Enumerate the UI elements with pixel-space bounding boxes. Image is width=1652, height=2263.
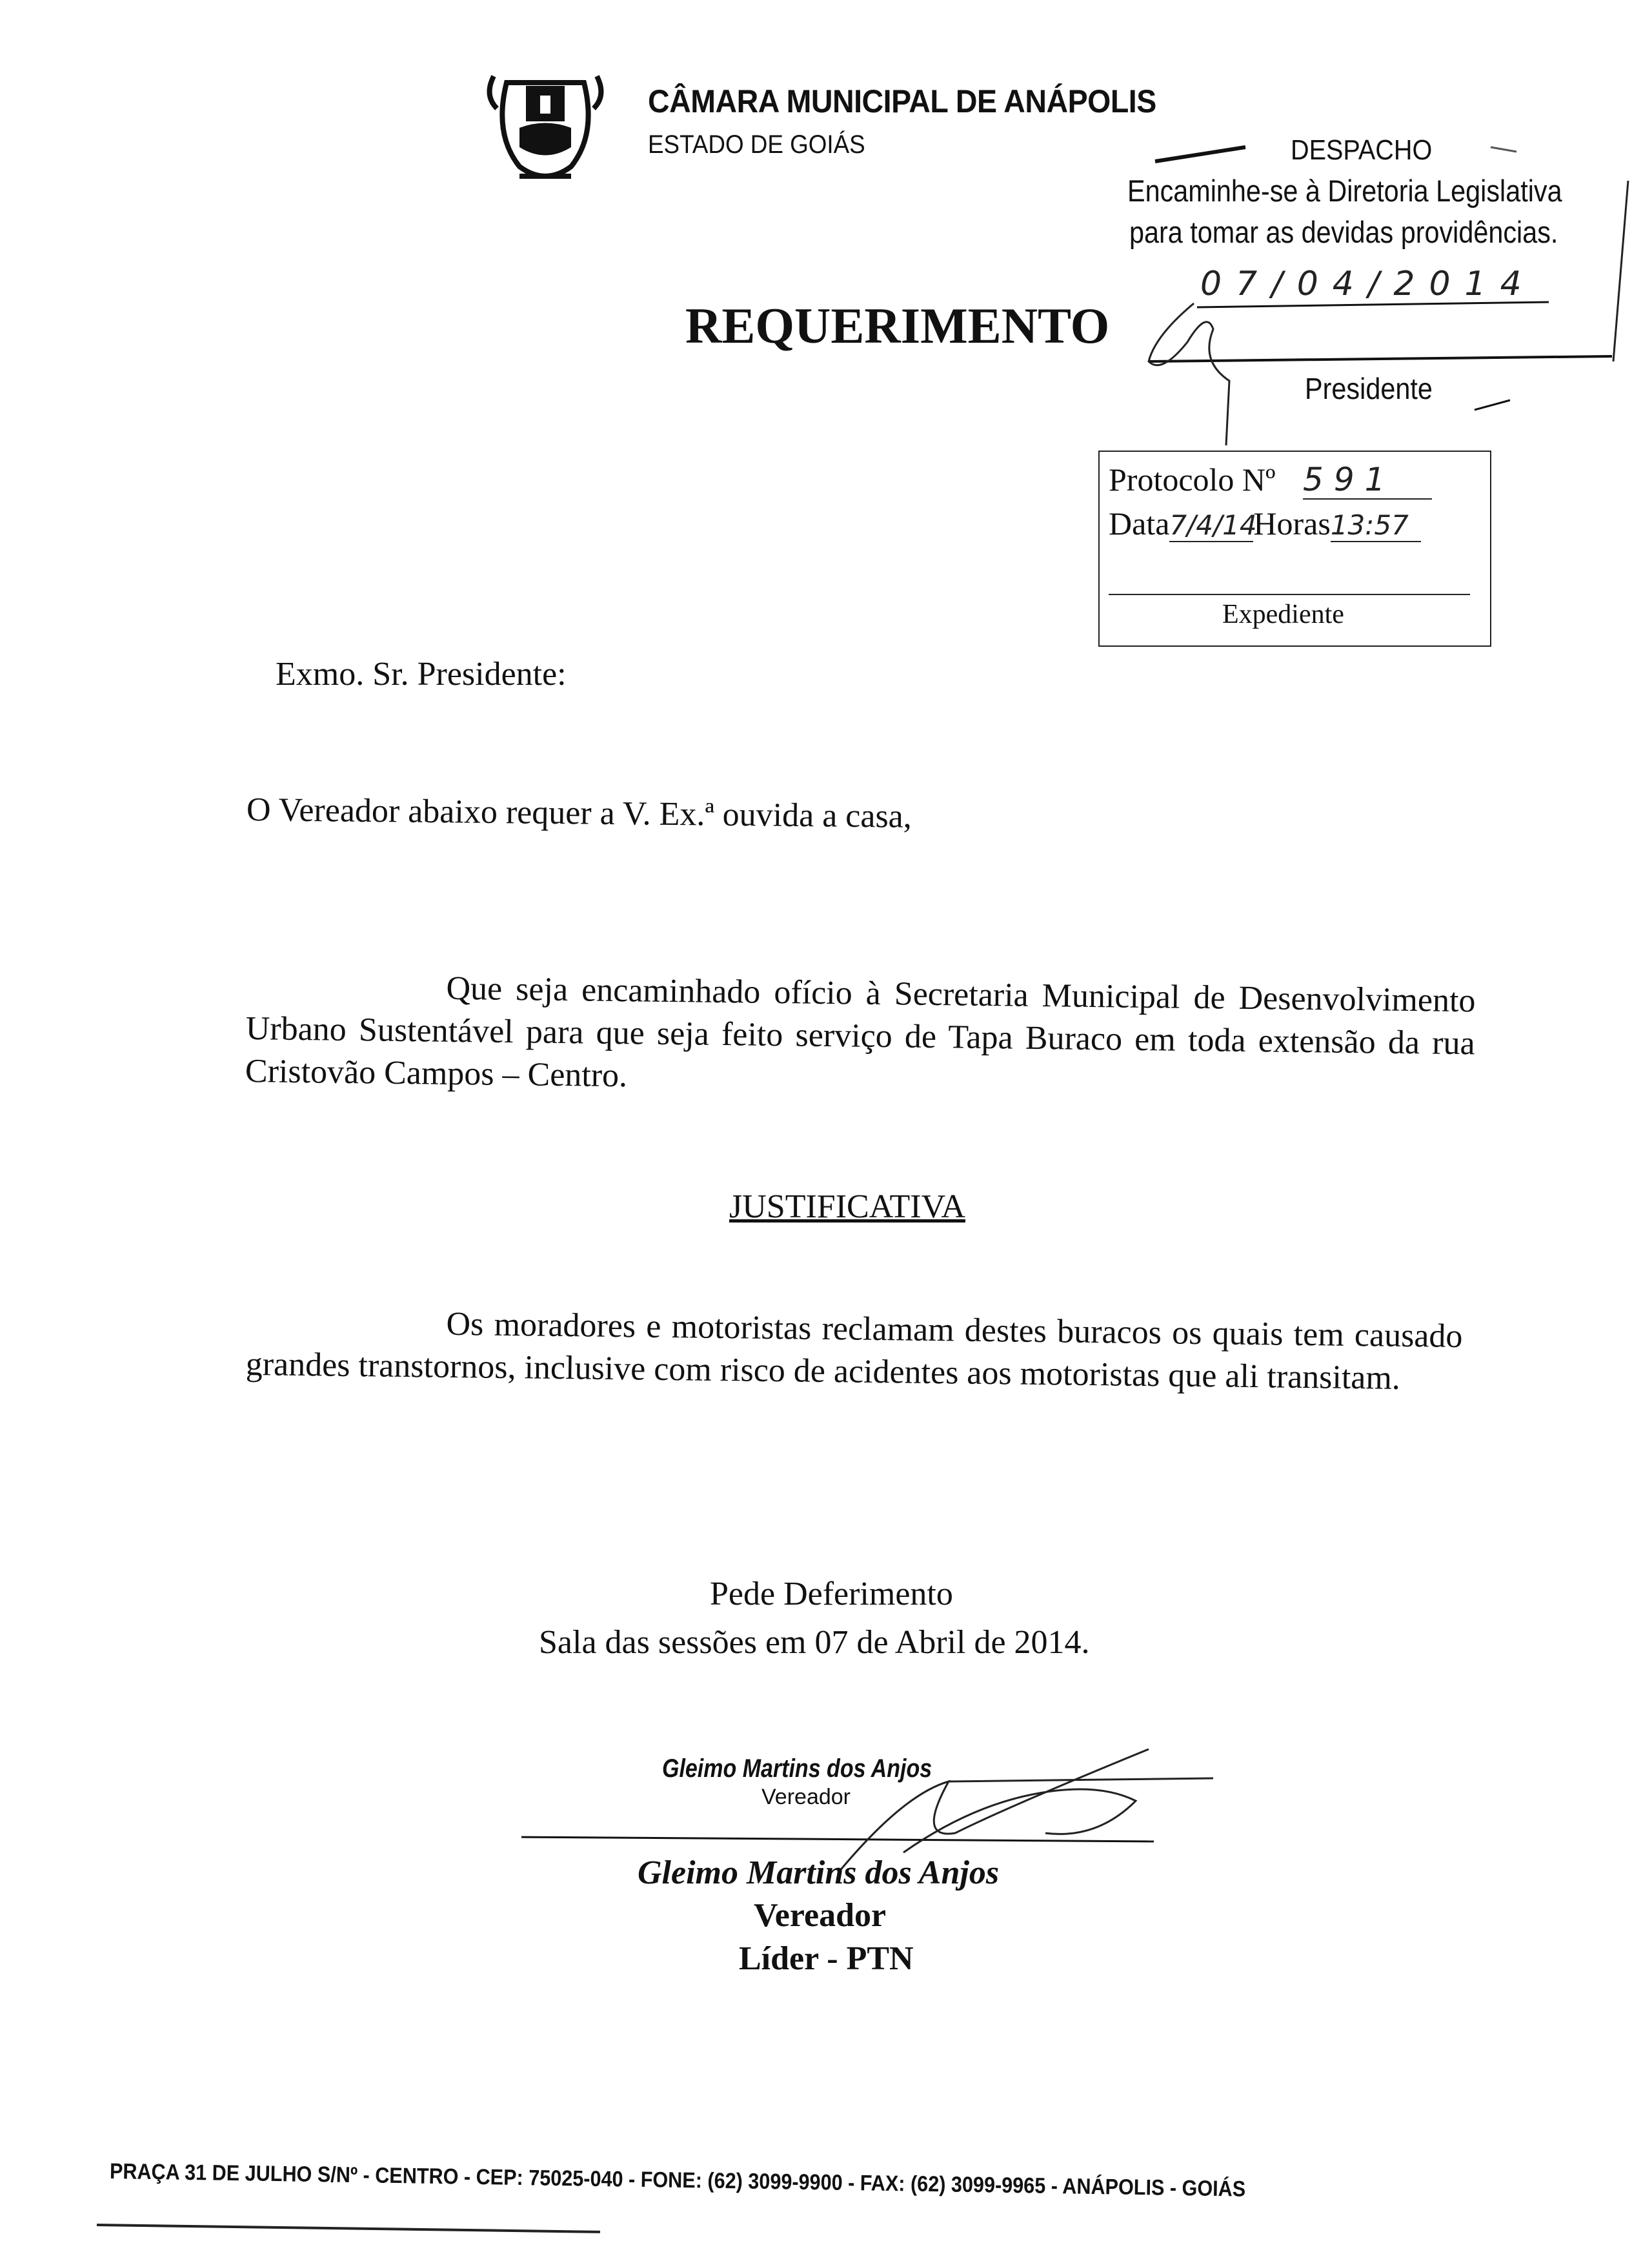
- document-title: REQUERIMENTO: [685, 298, 1110, 354]
- protocol-hours: 13:57: [1331, 509, 1421, 542]
- footer-rule: [97, 2224, 600, 2233]
- signer-name: Gleimo Martins dos Anjos: [638, 1854, 1000, 1891]
- footer-address: PRAÇA 31 DE JULHO S/Nº - CENTRO - CEP: 75025-040 - FONE: (62) 3099-9900 - FAX: (62) 3099-9965 - ANÁPOLIS - GOIÁS: [109, 2159, 1246, 2202]
- justification-text: Os moradores e motoristas reclamam destes buracos os quais tem causado grandes transtornos, inclusive com risco de acidentes aos motoristas que ali transitam.: [245, 1305, 1463, 1397]
- president-label: Presidente: [1305, 372, 1433, 405]
- protocol-number-label: Protocolo Nº: [1109, 462, 1276, 498]
- protocol-hours-label: Horas: [1253, 505, 1331, 542]
- protocol-sector: Expediente: [1222, 600, 1344, 629]
- institution-name: CÂMARA MUNICIPAL DE ANÁPOLIS: [648, 83, 1156, 119]
- signer-role: Vereador: [754, 1897, 887, 1934]
- despacho-line-1: Encaminhe-se à Diretoria Legislativa: [1127, 174, 1562, 208]
- despacho-line-2: para tomar as devidas providências.: [1129, 215, 1558, 249]
- intro-text: O Vereador abaixo requer a V. Ex.ª ouvida a casa,: [246, 791, 912, 835]
- protocol-date-label: Data: [1109, 505, 1170, 542]
- institution-state: ESTADO DE GOIÁS: [648, 130, 865, 159]
- greeting: Exmo. Sr. Presidente:: [276, 656, 567, 693]
- protocol-date: 7/4/14: [1169, 509, 1257, 541]
- stamp-name: Gleimo Martins dos Anjos: [662, 1754, 932, 1783]
- place-date: Sala das sessões em 07 de Abril de 2014.: [539, 1624, 1090, 1661]
- protocol-number: 591: [1303, 461, 1432, 500]
- despacho-title: DESPACHO: [1291, 134, 1433, 166]
- stamp-role: Vereador: [761, 1785, 851, 1809]
- closing-request: Pede Deferimento: [710, 1576, 953, 1612]
- signer-party: Líder - PTN: [739, 1940, 914, 1977]
- justification-title: JUSTIFICATIVA: [729, 1188, 965, 1225]
- request-text: Que seja encaminhado ofício à Secretaria Municipal de Desenvolvimento Urbano Sustentável para que seja feito serviço de Tapa Buraco em toda extensão da rua Cristovão Campos – Centro.: [245, 969, 1476, 1095]
- despacho-handwritten-date: 07/04/2014: [1200, 265, 1536, 303]
